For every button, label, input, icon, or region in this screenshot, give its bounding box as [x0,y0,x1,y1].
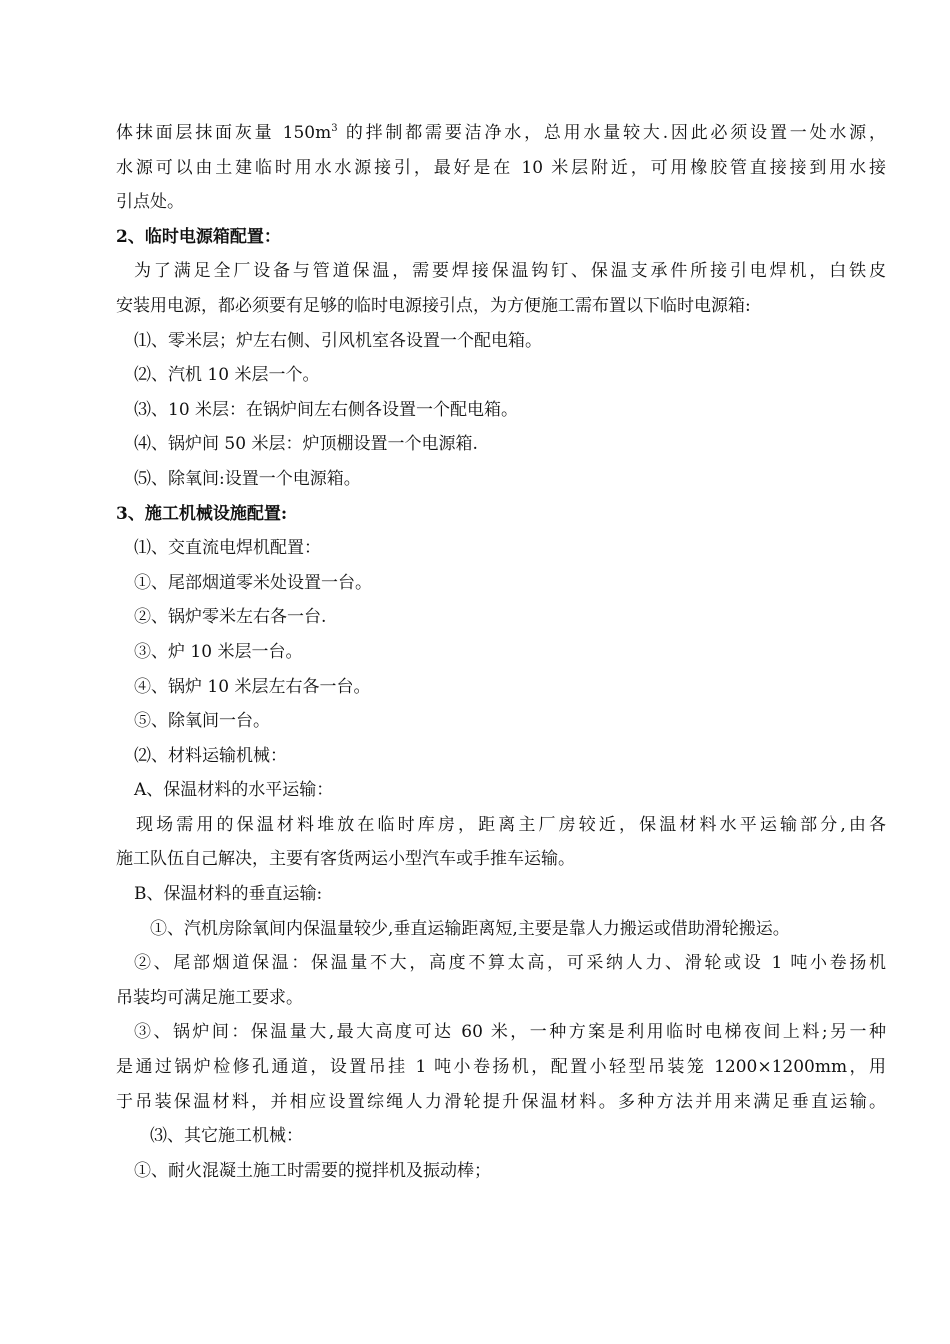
section-heading-3: 3、施工机械设施配置: [116,503,288,524]
list-item: ⑸、除氧间:设置一个电源箱。 [134,468,361,489]
list-item: ③、锅炉间：保温量大,最大高度可达 60 米，一种方案是利用临时电梯夜间上料;另一种 [134,1022,886,1043]
paragraph-line [116,116,886,151]
list-item: ④、锅炉 10 米层左右各一台。 [134,676,371,697]
list-item: ①、汽机房除氧间内保温量较少,垂直运输距离短,主要是靠人力搬运或借助滑轮搬运。 [150,918,790,939]
paragraph-line: 安装用电源，都必须要有足够的临时电源接引点，为方便施工需布置以下临时电源箱: [116,295,751,316]
document-body [116,116,886,1188]
text-run: 的拌制都需要洁净水，总用水量较大.因此必须设置一处水源， [337,123,886,143]
text-run: 体抹面层抹面灰量 150m [116,123,332,143]
list-item: ②、尾部烟道保温：保温量不大，高度不算太高，可采纳人力、滑轮或设 1 吨小卷扬机 [134,953,886,974]
list-item: ①、耐火混凝土施工时需要的搅拌机及振动棒； [134,1160,491,1181]
list-item: ⑴、交直流电焊机配置： [134,538,321,559]
paragraph-line: 引点处。 [116,192,184,213]
paragraph-line: 水源可以由土建临时用水水源接引，最好是在 10 米层附近，可用橡胶管直接接到用水接 [116,157,886,178]
list-item: ⑶、10 米层：在锅炉间左右侧各设置一个配电箱。 [134,399,519,420]
paragraph-line: 于吊装保温材料，并相应设置综绳人力滑轮提升保温材料。多种方法并用来满足垂直运输。 [116,1091,886,1112]
list-item: A、保温材料的水平运输： [134,780,334,801]
paragraph-line: 是通过锅炉检修孔通道，设置吊挂 1 吨小卷扬机，配置小轻型吊装笼 1200×1200mm，用 [116,1057,886,1078]
list-item: ⑴、零米层；炉左右侧、引风机室各设置一个配电箱。 [134,330,542,351]
paragraph-line: 现场需用的保温材料堆放在临时库房，距离主厂房较近，保温材料水平运输部分,由各 [136,814,886,835]
paragraph-line: 吊装均可满足施工要求。 [116,987,303,1008]
paragraph-line: 施工队伍自己解决，主要有客货两运小型汽车或手推车运输。 [116,849,575,870]
list-item: ⑷、锅炉间 50 米层：炉顶棚设置一个电源箱. [134,434,478,455]
list-item: ⑵、材料运输机械： [134,745,287,766]
list-item: ⑶、其它施工机械： [150,1126,303,1147]
list-item: ⑤、除氧间一台。 [134,711,270,732]
paragraph-line: 为了满足全厂设备与管道保温，需要焊接保温钩钉、保温支承件所接引电焊机，白铁皮 [134,261,886,282]
section-heading-2: 2、临时电源箱配置： [116,226,281,247]
list-item: ③、炉 10 米层一台。 [134,641,303,662]
list-item: ⑵、汽机 10 米层一个。 [134,365,320,386]
list-item: ①、尾部烟道零米处设置一台。 [134,572,372,593]
list-item: B、保温材料的垂直运输: [134,884,323,905]
list-item: ②、锅炉零米左右各一台. [134,607,327,628]
superscript: 3 [331,123,338,134]
